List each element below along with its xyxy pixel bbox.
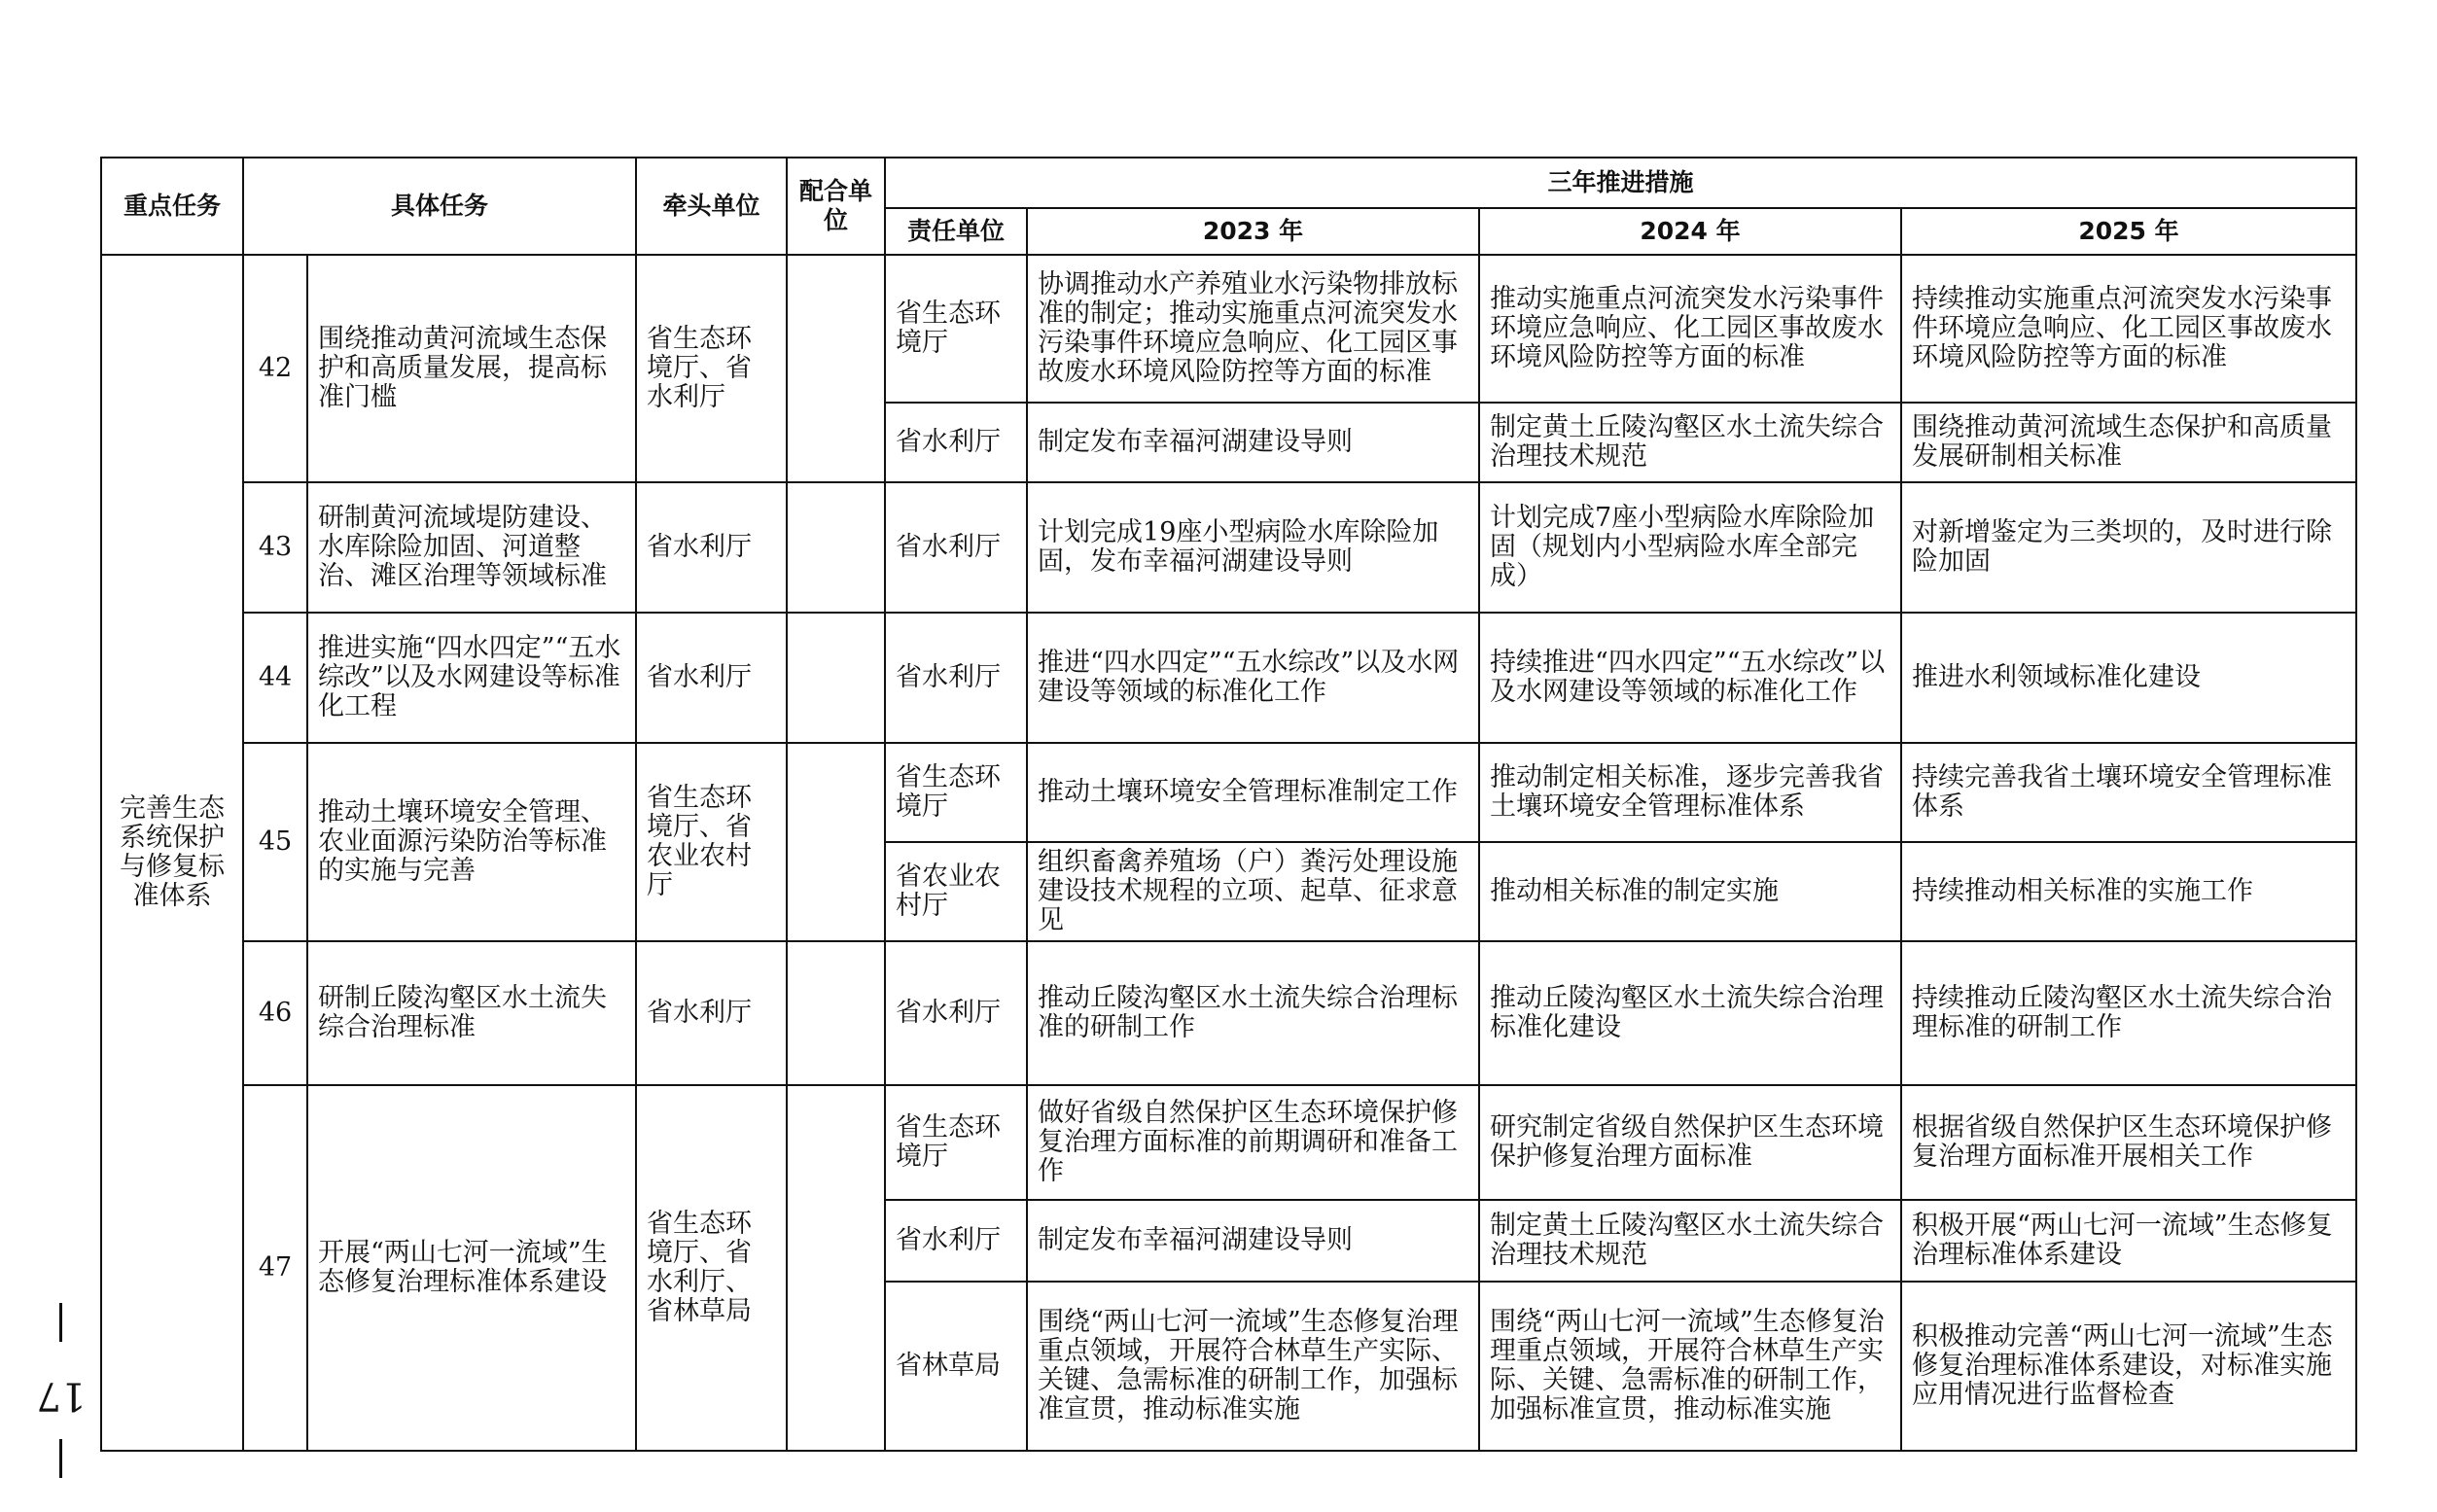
measure-2025: 围绕推动黄河流域生态保护和高质量发展研制相关标准 xyxy=(1901,403,2356,482)
task-number: 46 xyxy=(243,941,307,1085)
measure-2024: 持续推进“四水四定”“五水综改”以及水网建设等领域的标准化工作 xyxy=(1479,613,1901,743)
lead-unit: 省生态环境厅、省水利厅、省林草局 xyxy=(636,1085,787,1451)
lead-unit: 省水利厅 xyxy=(636,613,787,743)
standards-task-table xyxy=(100,157,2357,1452)
page-number-text: 17 xyxy=(36,1373,87,1419)
task-description: 推动土壤环境安全管理、农业面源污染防治等标准的实施与完善 xyxy=(307,743,636,941)
resp-unit: 省水利厅 xyxy=(885,482,1027,613)
measure-2024: 围绕“两山七河一流域”生态修复治理重点领域，开展符合林草生产实际、关键、急需标准的研制工作，加强标准宣贯，推动标准实施 xyxy=(1479,1282,1901,1451)
page-number-dash-top xyxy=(59,1303,62,1342)
resp-unit: 省水利厅 xyxy=(885,1200,1027,1282)
measure-2023: 制定发布幸福河湖建设导则 xyxy=(1027,403,1479,482)
coop-unit xyxy=(787,941,885,1085)
task-description: 围绕推动黄河流域生态保护和高质量发展，提高标准门槛 xyxy=(307,255,636,482)
measure-2025: 持续完善我省土壤环境安全管理标准体系 xyxy=(1901,743,2356,842)
page-number xyxy=(27,1303,95,1478)
coop-unit xyxy=(787,482,885,613)
measure-2024: 推动实施重点河流突发水污染事件环境应急响应、化工园区事故废水环境风险防控等方面的标准 xyxy=(1479,255,1901,403)
task-number: 43 xyxy=(243,482,307,613)
header-2023: 2023 年 xyxy=(1027,208,1479,255)
task-description: 推进实施“四水四定”“五水综改”以及水网建设等标准化工程 xyxy=(307,613,636,743)
measure-2023: 推进“四水四定”“五水综改”以及水网建设等领域的标准化工作 xyxy=(1027,613,1479,743)
measure-2023: 推动丘陵沟壑区水土流失综合治理标准的研制工作 xyxy=(1027,941,1479,1085)
measure-2024: 推动相关标准的制定实施 xyxy=(1479,842,1901,941)
measure-2025: 根据省级自然保护区生态环境保护修复治理方面标准开展相关工作 xyxy=(1901,1085,2356,1200)
measure-2025: 持续推动实施重点河流突发水污染事件环境应急响应、化工园区事故废水环境风险防控等方面的标准 xyxy=(1901,255,2356,403)
measure-2023: 计划完成19座小型病险水库除险加固，发布幸福河湖建设导则 xyxy=(1027,482,1479,613)
header-specific-task: 具体任务 xyxy=(243,158,636,255)
coop-unit xyxy=(787,613,885,743)
resp-unit: 省林草局 xyxy=(885,1282,1027,1451)
measure-2025: 积极推动完善“两山七河一流域”生态修复治理标准体系建设，对标准实施应用情况进行监督检查 xyxy=(1901,1282,2356,1451)
lead-unit: 省生态环境厅、省水利厅 xyxy=(636,255,787,482)
resp-unit: 省水利厅 xyxy=(885,941,1027,1085)
task-description: 研制丘陵沟壑区水土流失综合治理标准 xyxy=(307,941,636,1085)
task-number: 45 xyxy=(243,743,307,941)
measure-2024: 推动丘陵沟壑区水土流失综合治理标准化建设 xyxy=(1479,941,1901,1085)
measure-2024: 制定黄土丘陵沟壑区水土流失综合治理技术规范 xyxy=(1479,1200,1901,1282)
measure-2023: 推动土壤环境安全管理标准制定工作 xyxy=(1027,743,1479,842)
table-row xyxy=(101,613,2356,743)
task-description: 研制黄河流域堤防建设、水库除险加固、河道整治、滩区治理等领域标准 xyxy=(307,482,636,613)
coop-unit xyxy=(787,743,885,941)
header-2025: 2025 年 xyxy=(1901,208,2356,255)
task-number: 47 xyxy=(243,1085,307,1451)
task-number: 44 xyxy=(243,613,307,743)
table-row xyxy=(101,1085,2356,1200)
measure-2023: 制定发布幸福河湖建设导则 xyxy=(1027,1200,1479,1282)
task-description: 开展“两山七河一流域”生态修复治理标准体系建设 xyxy=(307,1085,636,1451)
measure-2025: 对新增鉴定为三类坝的，及时进行除险加固 xyxy=(1901,482,2356,613)
measure-2024: 推动制定相关标准，逐步完善我省土壤环境安全管理标准体系 xyxy=(1479,743,1901,842)
lead-unit: 省水利厅 xyxy=(636,482,787,613)
coop-unit xyxy=(787,255,885,482)
table-row xyxy=(101,941,2356,1085)
measure-2023: 围绕“两山七河一流域”生态修复治理重点领域，开展符合林草生产实际、关键、急需标准的研制工作，加强标准宣贯，推动标准实施 xyxy=(1027,1282,1479,1451)
header-coop-unit: 配合单位 xyxy=(787,158,885,255)
measure-2025: 持续推动相关标准的实施工作 xyxy=(1901,842,2356,941)
header-key-task: 重点任务 xyxy=(101,158,243,255)
measure-2025: 推进水利领域标准化建设 xyxy=(1901,613,2356,743)
resp-unit: 省生态环境厅 xyxy=(885,743,1027,842)
measure-2023: 组织畜禽养殖场（户）粪污处理设施建设技术规程的立项、起草、征求意见 xyxy=(1027,842,1479,941)
header-measures: 三年推进措施 xyxy=(885,158,2356,208)
table-row xyxy=(101,482,2356,613)
header-lead-unit: 牵头单位 xyxy=(636,158,787,255)
table-row xyxy=(101,743,2356,842)
key-task-cell: 完善生态系统保护与修复标准体系 xyxy=(101,255,243,1451)
header-2024: 2024 年 xyxy=(1479,208,1901,255)
measure-2025: 持续推动丘陵沟壑区水土流失综合治理标准的研制工作 xyxy=(1901,941,2356,1085)
lead-unit: 省生态环境厅、省农业农村厅 xyxy=(636,743,787,941)
measure-2024: 制定黄土丘陵沟壑区水土流失综合治理技术规范 xyxy=(1479,403,1901,482)
measure-2024: 研究制定省级自然保护区生态环境保护修复治理方面标准 xyxy=(1479,1085,1901,1200)
measure-2023: 做好省级自然保护区生态环境保护修复治理方面标准的前期调研和准备工作 xyxy=(1027,1085,1479,1200)
page-number-dash-bottom xyxy=(59,1439,62,1478)
resp-unit: 省生态环境厅 xyxy=(885,1085,1027,1200)
resp-unit: 省水利厅 xyxy=(885,403,1027,482)
lead-unit: 省水利厅 xyxy=(636,941,787,1085)
resp-unit: 省生态环境厅 xyxy=(885,255,1027,403)
measure-2024: 计划完成7座小型病险水库除险加固（规划内小型病险水库全部完成） xyxy=(1479,482,1901,613)
measure-2023: 协调推动水产养殖业水污染物排放标准的制定；推动实施重点河流突发水污染事件环境应急响应、化工园区事故废水环境风险防控等方面的标准 xyxy=(1027,255,1479,403)
header-resp-unit: 责任单位 xyxy=(885,208,1027,255)
resp-unit: 省水利厅 xyxy=(885,613,1027,743)
task-number: 42 xyxy=(243,255,307,482)
table-row xyxy=(101,255,2356,403)
resp-unit: 省农业农村厅 xyxy=(885,842,1027,941)
measure-2025: 积极开展“两山七河一流域”生态修复治理标准体系建设 xyxy=(1901,1200,2356,1282)
coop-unit xyxy=(787,1085,885,1451)
